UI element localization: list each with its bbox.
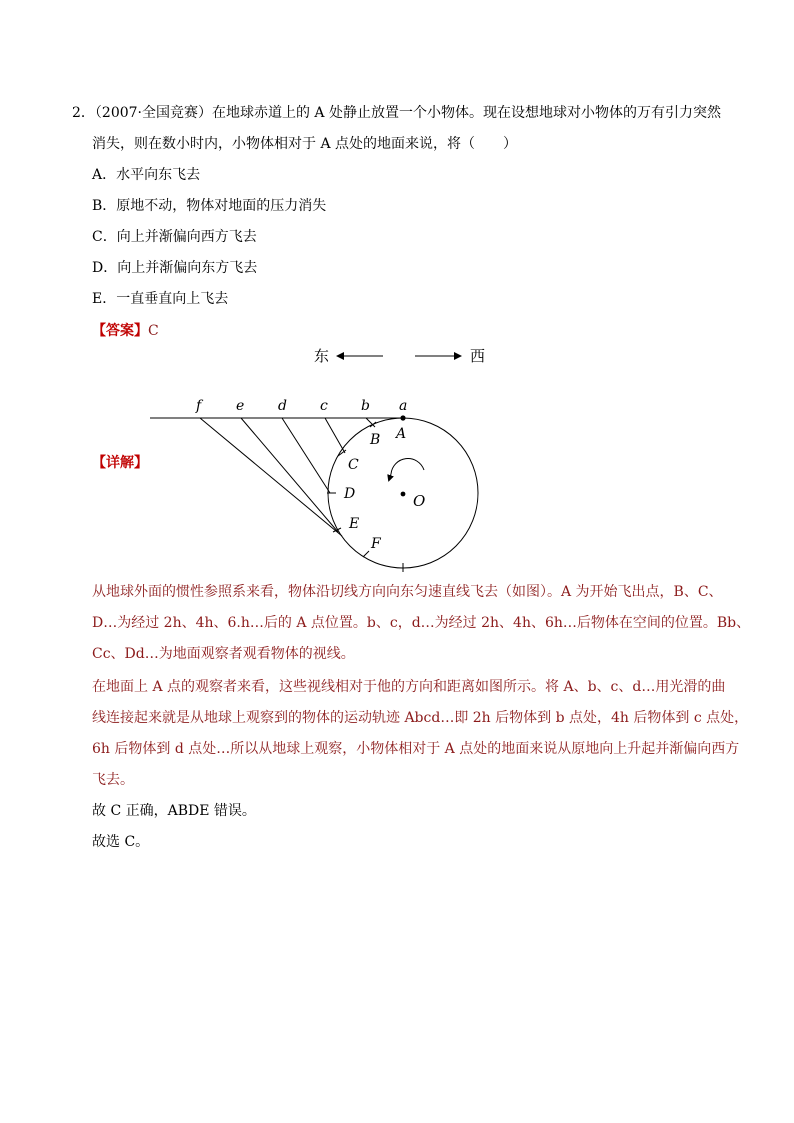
option-c: C．向上并渐偏向西方飞去 bbox=[92, 229, 257, 245]
answer-value: C bbox=[148, 323, 159, 339]
label-E: E bbox=[349, 516, 360, 532]
east-label: 东 bbox=[314, 347, 330, 365]
answer-label-text: 【答案】 bbox=[92, 323, 148, 339]
final-answer-line: 故选 C。 bbox=[92, 834, 150, 850]
answer-label bbox=[92, 320, 159, 340]
label-a: a bbox=[399, 398, 408, 414]
explanation-p2-l2: 线连接起来就是从地球上观察到的物体的运动轨迹 Abcd…即 2h 后物体到 b 点处，4h 后物体到 c 点处， bbox=[92, 710, 749, 726]
sight-line-dd bbox=[282, 418, 330, 493]
label-A: A bbox=[396, 426, 407, 442]
label-c: c bbox=[320, 398, 328, 414]
label-d: d bbox=[278, 398, 287, 414]
label-b: b bbox=[361, 398, 370, 414]
option-d: D．向上并渐偏向东方飞去 bbox=[92, 260, 258, 276]
option-b: B．原地不动，物体对地面的压力消失 bbox=[92, 198, 327, 214]
explanation-p2-l3: 6h 后物体到 d 点处…所以从地球上观察，小物体相对于 A 点处的地面来说从原地向上升起并渐偏向西方 bbox=[92, 741, 740, 757]
sight-line-ff bbox=[200, 418, 342, 536]
center-label: O bbox=[413, 492, 426, 510]
rotation-arrow bbox=[389, 474, 391, 480]
option-a: A．水平向东飞去 bbox=[92, 167, 201, 183]
label-F: F bbox=[371, 536, 381, 552]
point-a-dot bbox=[400, 415, 405, 420]
earth-motion-diagram bbox=[140, 340, 500, 575]
detail-label: 【详解】 bbox=[92, 455, 148, 471]
explanation-p2-l1: 在地面上 A 点的观察者来看，这些视线相对于他的方向和距离如图所示。将 A、b、c、d…用光滑的曲 bbox=[92, 679, 726, 695]
tick-f bbox=[363, 551, 369, 557]
sight-line-ee bbox=[241, 418, 338, 532]
center-dot bbox=[401, 492, 406, 497]
explanation-p2-l4: 飞去。 bbox=[92, 772, 134, 788]
west-label: 西 bbox=[470, 347, 486, 365]
explanation-p1-l2: D…为经过 2h、4h、6.h…后的 A 点位置。b、c，d…为经过 2h、4h、6h…后物体在空间的位置。Bb、 bbox=[92, 615, 751, 631]
explanation-p1-l3: Cc、Dd…为地面观察者观看物体的视线。 bbox=[92, 646, 355, 662]
label-f: f bbox=[196, 398, 202, 414]
conclusion-line: 故 C 正确，ABDE 错误。 bbox=[92, 803, 256, 819]
rotation-arc bbox=[391, 459, 424, 474]
label-B: B bbox=[370, 432, 381, 448]
question-line-1: 2．（2007·全国竞赛）在地球赤道上的 A 处静止放置一个小物体。现在设想地球对小物体的万有引力突然 bbox=[72, 105, 721, 121]
sight-line-cc bbox=[325, 418, 345, 453]
label-D: D bbox=[344, 486, 356, 502]
label-e: e bbox=[236, 398, 245, 414]
question-line-2: 消失，则在数小时内，小物体相对于 A 点处的地面来说，将（ ） bbox=[92, 136, 518, 152]
label-C: C bbox=[348, 457, 359, 473]
explanation-p1-l1: 从地球外面的惯性参照系来看，物体沿切线方向向东匀速直线飞去（如图）。A 为开始飞出点，B、C、 bbox=[92, 584, 723, 600]
option-e: E．一直垂直向上飞去 bbox=[92, 291, 229, 307]
